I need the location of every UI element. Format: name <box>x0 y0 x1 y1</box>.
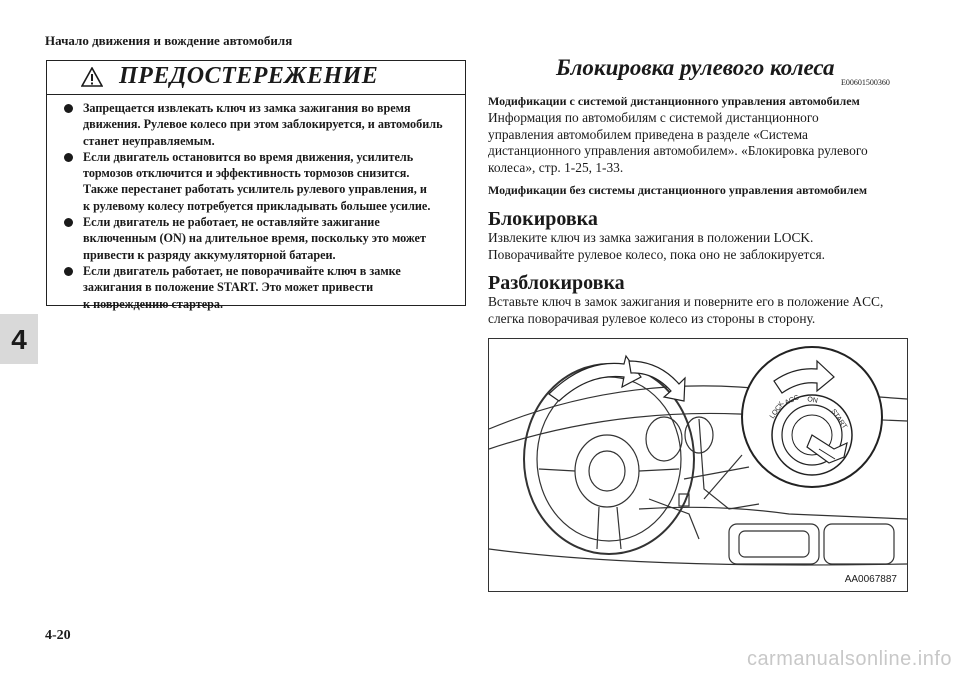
unlock-paragraph: Вставьте ключ в замок зажигания и поверните его в положение ACC, слегка поворачивая рулевое колесо из стороны в сторону. <box>488 294 884 326</box>
dashboard-drawing <box>489 339 907 591</box>
figure-id: AA0067887 <box>844 574 897 585</box>
warning-item: Запрещается извлекать ключ из замка зажигания во время движения. Рулевое колесо при этом заблокируется, и автомобиль станет неуправляемым. <box>61 100 459 149</box>
paragraph-with-remote: Информация по автомобилям с системой дистанционного управления автомобилем приведена в разделе «Система дистанционного управления автомобилем». «Блокировка рулевого колеса», стр. 1-25, 1-33. <box>488 110 868 175</box>
ignition-switch-callout <box>704 347 882 499</box>
switch-label-acc: ACC <box>783 394 801 407</box>
page-header: Начало движения и вождение автомобиля <box>45 33 293 48</box>
watermark: carmanualsonline.info <box>746 648 952 670</box>
section-title: Блокировка рулевого колеса <box>556 55 835 80</box>
warning-item: Если двигатель не работает, не оставляйте зажигание включенным (ON) на длительное время, поскольку это может привести к разряду аккумуляторной батареи. <box>61 214 459 263</box>
unlock-heading: Разблокировка <box>488 272 625 294</box>
lock-heading: Блокировка <box>488 208 598 230</box>
chapter-tab <box>0 314 38 364</box>
warning-item: Если двигатель остановится во время движения, усилитель тормозов отключится и эффективность тормозов снизится. Также перестанет работать усилитель рулевого управления, и к рулевому колесу потребуется прикладывать большее усилие. <box>61 149 459 214</box>
warning-list <box>61 100 459 312</box>
switch-label-start: START <box>829 408 848 431</box>
warning-triangle-icon <box>81 67 103 87</box>
warning-title: ПРЕДОСТЕРЕЖЕНИЕ <box>119 63 379 89</box>
page-number: 4-20 <box>45 628 71 643</box>
subheading-with-remote: Модификации с системой дистанционного управления автомобилем <box>488 94 860 108</box>
lock-paragraph: Извлеките ключ из замка зажигания в положении LOCK. Поворачивайте рулевое колесо, пока оно не заблокируется. <box>488 230 825 262</box>
switch-label-on: ON <box>806 396 819 405</box>
chapter-number: 4 <box>11 324 27 355</box>
steering-lock-illustration <box>488 338 908 592</box>
subheading-without-remote: Модификации без системы дистанционного управления автомобилем <box>488 183 868 197</box>
warning-header <box>47 61 465 95</box>
warning-box <box>46 60 466 311</box>
switch-label-lock: LOCK <box>768 400 786 421</box>
section-code: E00601500360 <box>841 78 890 87</box>
warning-item: Если двигатель работает, не поворачивайте ключ в замке зажигания в положение START. Это может привести к повреждению стартера. <box>61 263 459 312</box>
